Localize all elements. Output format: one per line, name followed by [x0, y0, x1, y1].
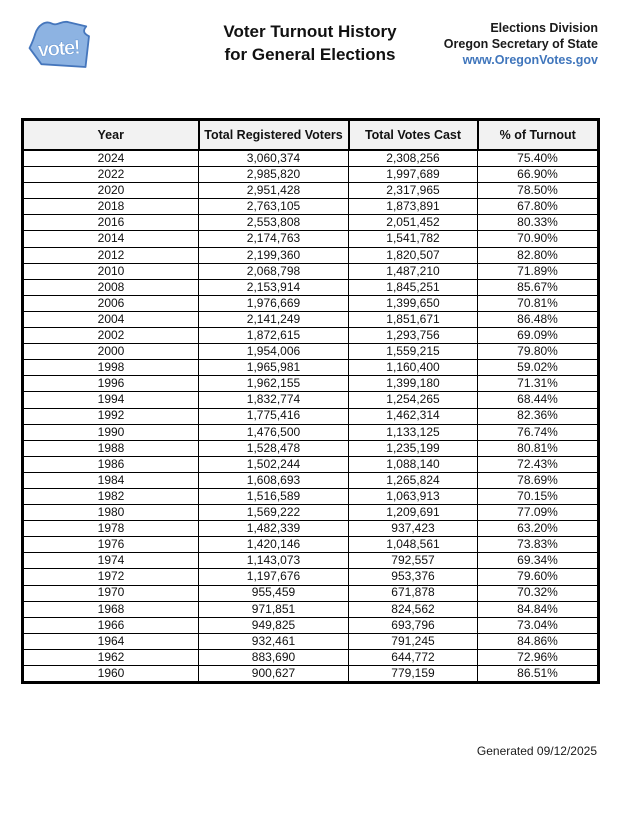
table-cell-turnout: 78.69% [478, 472, 599, 488]
table-cell-year: 1984 [23, 472, 199, 488]
table-cell-turnout: 82.80% [478, 247, 599, 263]
table-row [23, 167, 599, 183]
table-cell-year: 1980 [23, 505, 199, 521]
table-row [23, 408, 599, 424]
table-cell-votes-cast: 1,088,140 [349, 456, 478, 472]
table-cell-registered: 2,141,249 [199, 311, 349, 327]
table-cell-votes-cast: 1,399,650 [349, 295, 478, 311]
table-cell-year: 1966 [23, 617, 199, 633]
table-cell-turnout: 80.33% [478, 215, 599, 231]
table-cell-votes-cast: 953,376 [349, 569, 478, 585]
table-cell-registered: 2,553,808 [199, 215, 349, 231]
table-cell-votes-cast: 1,820,507 [349, 247, 478, 263]
table-cell-turnout: 73.83% [478, 537, 599, 553]
table-cell-year: 2012 [23, 247, 199, 263]
table-cell-turnout: 72.43% [478, 456, 599, 472]
table-row [23, 440, 599, 456]
table-row [23, 231, 599, 247]
table-cell-turnout: 84.86% [478, 633, 599, 649]
table-cell-year: 1972 [23, 569, 199, 585]
table-row [23, 311, 599, 327]
table-cell-turnout: 71.89% [478, 263, 599, 279]
table-cell-year: 2002 [23, 328, 199, 344]
page-title-line1: Voter Turnout History [223, 22, 397, 41]
table-cell-votes-cast: 2,317,965 [349, 183, 478, 199]
table-cell-turnout: 63.20% [478, 521, 599, 537]
table-cell-registered: 1,197,676 [199, 569, 349, 585]
table-row [23, 215, 599, 231]
table-cell-registered: 1,976,669 [199, 295, 349, 311]
table-cell-year: 2014 [23, 231, 199, 247]
page-title [150, 20, 470, 66]
table-cell-registered: 1,832,774 [199, 392, 349, 408]
table-cell-year: 2018 [23, 199, 199, 215]
table-cell-year: 1978 [23, 521, 199, 537]
table-cell-year: 2022 [23, 167, 199, 183]
table-row [23, 360, 599, 376]
table-cell-votes-cast: 1,399,180 [349, 376, 478, 392]
table-cell-year: 1986 [23, 456, 199, 472]
table-cell-registered: 2,153,914 [199, 279, 349, 295]
table-cell-year: 1970 [23, 585, 199, 601]
table-cell-turnout: 84.84% [478, 601, 599, 617]
table-cell-turnout: 79.60% [478, 569, 599, 585]
table-cell-registered: 1,775,416 [199, 408, 349, 424]
table-cell-votes-cast: 937,423 [349, 521, 478, 537]
table-cell-year: 1996 [23, 376, 199, 392]
table-cell-registered: 2,199,360 [199, 247, 349, 263]
table-cell-votes-cast: 1,559,215 [349, 344, 478, 360]
table-cell-turnout: 70.32% [478, 585, 599, 601]
table-cell-registered: 949,825 [199, 617, 349, 633]
table-cell-registered: 900,627 [199, 666, 349, 683]
table-cell-votes-cast: 1,133,125 [349, 424, 478, 440]
table-cell-year: 1964 [23, 633, 199, 649]
org-block [444, 20, 598, 68]
table-row [23, 553, 599, 569]
table-cell-turnout: 86.51% [478, 666, 599, 683]
table-cell-turnout: 75.40% [478, 150, 599, 167]
table-cell-year: 2006 [23, 295, 199, 311]
table-cell-year: 2016 [23, 215, 199, 231]
table-cell-registered: 883,690 [199, 649, 349, 665]
table-row [23, 392, 599, 408]
table-cell-turnout: 59.02% [478, 360, 599, 376]
table-cell-votes-cast: 1,063,913 [349, 488, 478, 504]
table-row [23, 666, 599, 683]
table-cell-registered: 2,174,763 [199, 231, 349, 247]
table-cell-year: 1982 [23, 488, 199, 504]
table-cell-year: 1994 [23, 392, 199, 408]
table-cell-year: 2000 [23, 344, 199, 360]
table-cell-year: 1960 [23, 666, 199, 683]
table-cell-registered: 1,476,500 [199, 424, 349, 440]
table-cell-votes-cast: 1,235,199 [349, 440, 478, 456]
table-cell-year: 1990 [23, 424, 199, 440]
table-cell-turnout: 72.96% [478, 649, 599, 665]
column-header-votes-cast: Total Votes Cast [349, 120, 478, 151]
table-cell-registered: 971,851 [199, 601, 349, 617]
table-cell-votes-cast: 644,772 [349, 649, 478, 665]
table-row [23, 488, 599, 504]
table-row [23, 617, 599, 633]
table-cell-votes-cast: 791,245 [349, 633, 478, 649]
table-cell-registered: 932,461 [199, 633, 349, 649]
table-row [23, 537, 599, 553]
table-row [23, 376, 599, 392]
table-row [23, 199, 599, 215]
table-cell-votes-cast: 792,557 [349, 553, 478, 569]
table-row [23, 585, 599, 601]
table-cell-registered: 1,502,244 [199, 456, 349, 472]
table-cell-votes-cast: 1,293,756 [349, 328, 478, 344]
table-cell-turnout: 69.09% [478, 328, 599, 344]
org-secretary: Oregon Secretary of State [443, 37, 598, 51]
table-cell-turnout: 76.74% [478, 424, 599, 440]
table-cell-votes-cast: 1,487,210 [349, 263, 478, 279]
org-division: Elections Division [490, 21, 598, 35]
table-cell-registered: 1,965,981 [199, 360, 349, 376]
table-row [23, 183, 599, 199]
table-cell-turnout: 73.04% [478, 617, 599, 633]
table-cell-registered: 1,608,693 [199, 472, 349, 488]
generated-date: Generated 09/12/2025 [476, 744, 597, 758]
table-cell-registered: 1,528,478 [199, 440, 349, 456]
table-cell-year: 2020 [23, 183, 199, 199]
table-cell-turnout: 79.80% [478, 344, 599, 360]
table-cell-turnout: 67.80% [478, 199, 599, 215]
table-cell-turnout: 85.67% [478, 279, 599, 295]
table-cell-turnout: 77.09% [478, 505, 599, 521]
table-cell-turnout: 70.90% [478, 231, 599, 247]
table-cell-registered: 1,420,146 [199, 537, 349, 553]
table-cell-votes-cast: 1,462,314 [349, 408, 478, 424]
table-cell-votes-cast: 2,308,256 [349, 150, 478, 167]
table-cell-registered: 955,459 [199, 585, 349, 601]
table-cell-registered: 1,569,222 [199, 505, 349, 521]
table-row [23, 295, 599, 311]
table-row [23, 633, 599, 649]
table-cell-registered: 2,951,428 [199, 183, 349, 199]
table-cell-turnout: 70.15% [478, 488, 599, 504]
table-cell-turnout: 66.90% [478, 167, 599, 183]
table-cell-votes-cast: 1,845,251 [349, 279, 478, 295]
table-cell-registered: 3,060,374 [199, 150, 349, 167]
table-row [23, 472, 599, 488]
table-cell-turnout: 80.81% [478, 440, 599, 456]
table-cell-votes-cast: 693,796 [349, 617, 478, 633]
column-header-turnout: % of Turnout [478, 120, 599, 151]
voter-turnout-table [21, 118, 600, 684]
table-cell-year: 1992 [23, 408, 199, 424]
table-cell-turnout: 70.81% [478, 295, 599, 311]
column-header-registered: Total Registered Voters [199, 120, 349, 151]
page-title-line2: for General Elections [224, 45, 396, 64]
table-row [23, 601, 599, 617]
table-cell-registered: 1,872,615 [199, 328, 349, 344]
table-cell-turnout: 82.36% [478, 408, 599, 424]
table-cell-registered: 1,954,006 [199, 344, 349, 360]
table-cell-registered: 1,143,073 [199, 553, 349, 569]
logo-vote-text: vote! [37, 36, 80, 62]
table-cell-year: 1968 [23, 601, 199, 617]
table-cell-votes-cast: 1,254,265 [349, 392, 478, 408]
table-cell-votes-cast: 1,873,891 [349, 199, 478, 215]
table-cell-registered: 2,763,105 [199, 199, 349, 215]
org-website-link[interactable]: www.OregonVotes.gov [462, 53, 598, 67]
table-cell-votes-cast: 671,878 [349, 585, 478, 601]
table-cell-year: 1988 [23, 440, 199, 456]
table-cell-registered: 2,985,820 [199, 167, 349, 183]
table-cell-turnout: 68.44% [478, 392, 599, 408]
table-cell-year: 1976 [23, 537, 199, 553]
table-cell-votes-cast: 1,997,689 [349, 167, 478, 183]
table-row [23, 328, 599, 344]
table-cell-votes-cast: 1,851,671 [349, 311, 478, 327]
table-cell-registered: 1,482,339 [199, 521, 349, 537]
table-row [23, 150, 599, 167]
table-cell-votes-cast: 2,051,452 [349, 215, 478, 231]
table-row [23, 424, 599, 440]
table-row [23, 505, 599, 521]
table-row [23, 279, 599, 295]
table-cell-year: 1962 [23, 649, 199, 665]
table-row [23, 649, 599, 665]
table-cell-turnout: 86.48% [478, 311, 599, 327]
table-cell-year: 2024 [23, 150, 199, 167]
table-cell-turnout: 71.31% [478, 376, 599, 392]
table-row [23, 247, 599, 263]
table-row [23, 344, 599, 360]
table-cell-year: 2008 [23, 279, 199, 295]
table-cell-turnout: 78.50% [478, 183, 599, 199]
table-body [23, 150, 599, 683]
table-cell-year: 2004 [23, 311, 199, 327]
table-cell-registered: 1,962,155 [199, 376, 349, 392]
vote-oregon-logo [26, 13, 96, 79]
table-cell-votes-cast: 1,048,561 [349, 537, 478, 553]
table-cell-votes-cast: 779,159 [349, 666, 478, 683]
table-cell-votes-cast: 1,209,691 [349, 505, 478, 521]
table-cell-registered: 1,516,589 [199, 488, 349, 504]
table-cell-year: 1974 [23, 553, 199, 569]
table-cell-registered: 2,068,798 [199, 263, 349, 279]
table-row [23, 521, 599, 537]
table-cell-year: 1998 [23, 360, 199, 376]
table-cell-votes-cast: 824,562 [349, 601, 478, 617]
table-row [23, 456, 599, 472]
table-row [23, 569, 599, 585]
table-cell-turnout: 69.34% [478, 553, 599, 569]
table-row [23, 263, 599, 279]
table-cell-votes-cast: 1,265,824 [349, 472, 478, 488]
table-cell-votes-cast: 1,160,400 [349, 360, 478, 376]
table-cell-year: 2010 [23, 263, 199, 279]
table-header-row [23, 120, 599, 151]
column-header-year: Year [23, 120, 199, 151]
table-cell-votes-cast: 1,541,782 [349, 231, 478, 247]
